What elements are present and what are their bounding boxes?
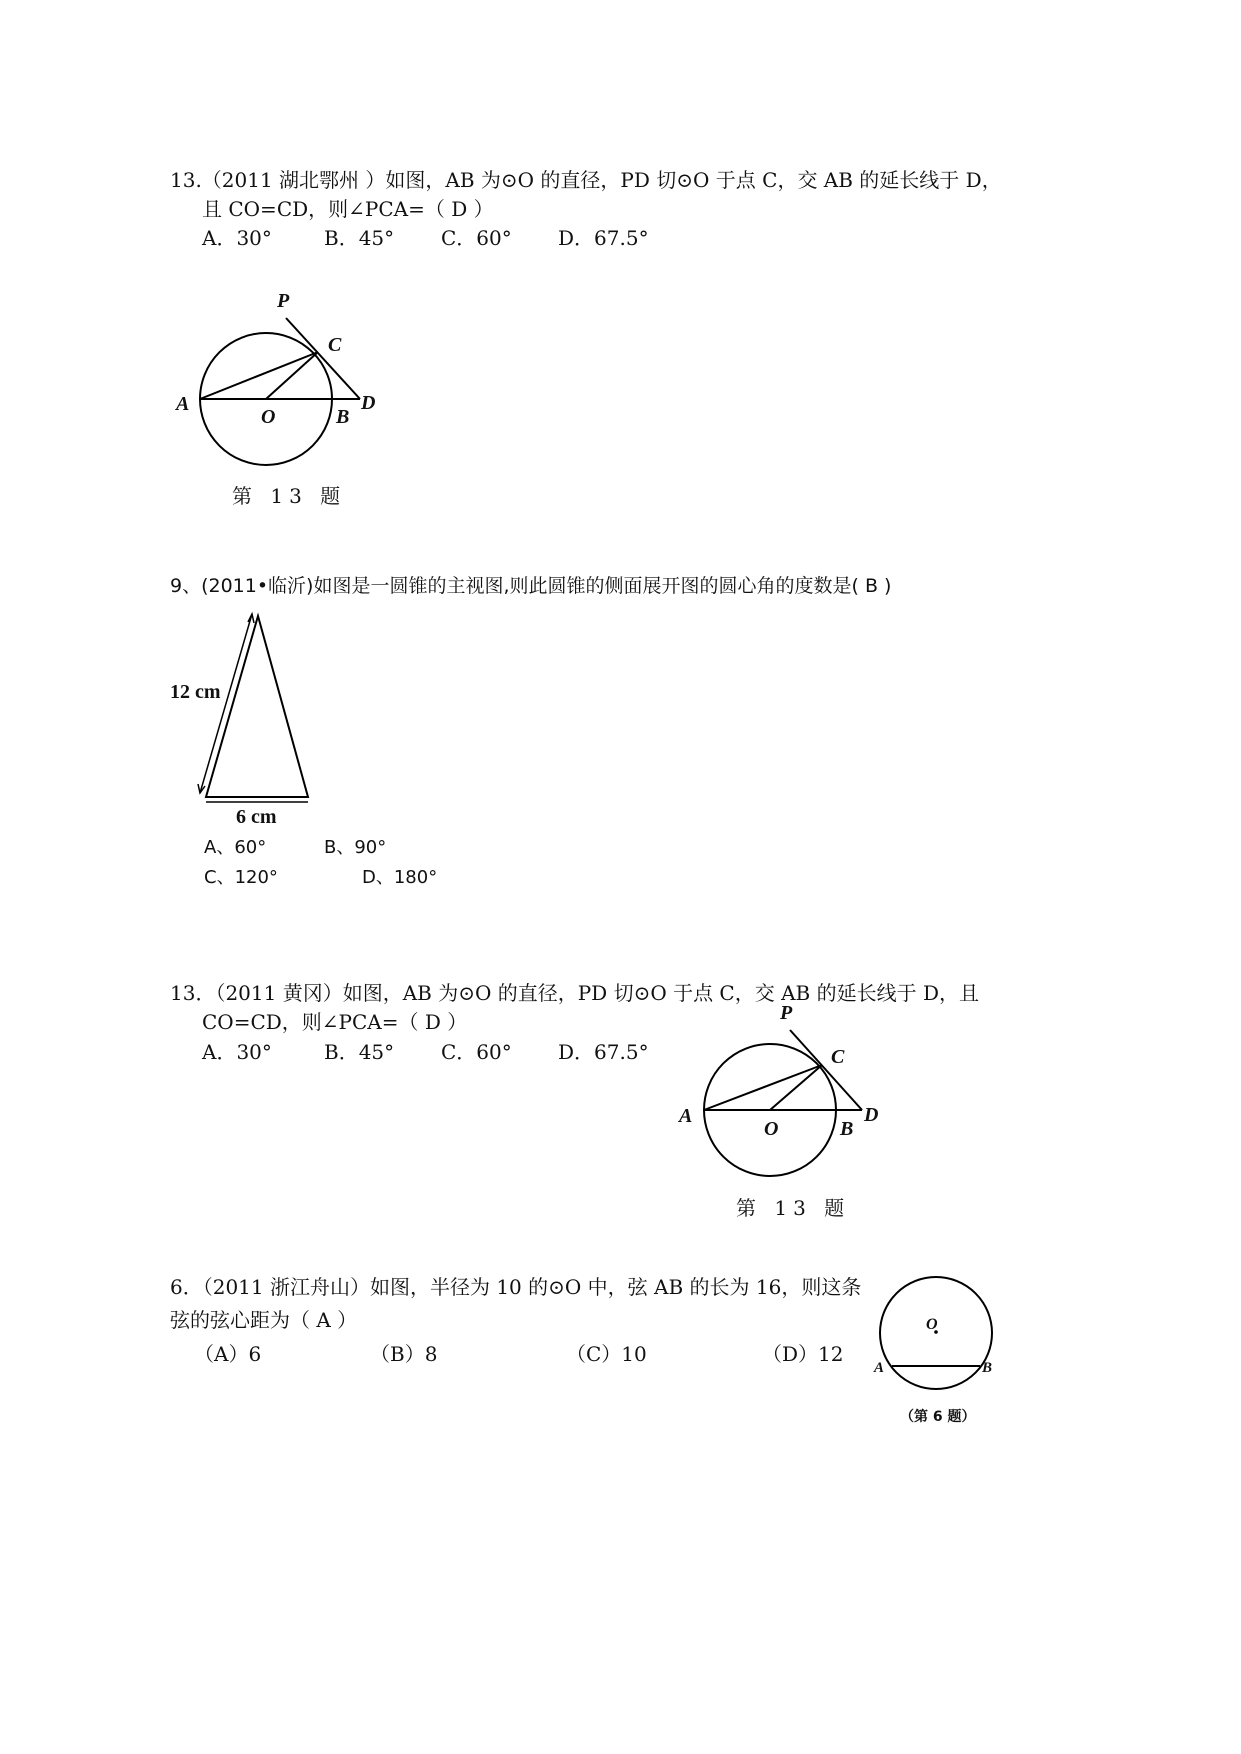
option-a: A．30° <box>202 1040 272 1064</box>
figure-caption: 第 13 题 <box>736 1196 851 1220</box>
label-o: O <box>764 1118 779 1140</box>
label-p: P <box>277 290 290 312</box>
label-b: B <box>336 406 350 428</box>
option-d: D、180° <box>362 867 438 888</box>
label-c: C <box>328 334 342 356</box>
label-a: A <box>874 1360 885 1376</box>
base-diameter-label: 6 cm <box>236 806 277 828</box>
option-a: A、60° <box>204 837 267 858</box>
option-b: B．45° <box>324 226 395 250</box>
label-a: A <box>176 393 190 415</box>
label-c: C <box>831 1046 845 1068</box>
question-text-line2: 且 CO=CD，则∠PCA=（ D ） <box>202 197 494 221</box>
label-b: B <box>982 1360 993 1376</box>
slant-height-label: 12 cm <box>170 681 221 703</box>
option-b: （B）8 <box>370 1342 438 1366</box>
label-d: D <box>864 1104 879 1126</box>
question-text-line1: 13.（2011 湖北鄂州 ）如图，AB 为⊙O 的直径，PD 切⊙O 于点 C，交 AB 的延长线于 D， <box>170 168 1002 192</box>
label-o: O <box>926 1316 938 1333</box>
option-c: C．60° <box>441 226 512 250</box>
question-text-line1: 13．（2011 黄冈）如图，AB 为⊙O 的直径，PD 切⊙O 于点 C，交 AB 的延长线于 D，且 <box>170 981 979 1005</box>
label-o: O <box>261 406 276 428</box>
option-c: C．60° <box>441 1040 512 1064</box>
question-text-line2: CO=CD，则∠PCA=（ D ） <box>202 1010 468 1034</box>
option-d: D．67.5° <box>558 1040 649 1064</box>
option-c: （C）10 <box>566 1342 647 1366</box>
label-b: B <box>840 1118 854 1140</box>
option-c: C、120° <box>204 867 278 888</box>
question-text-line1: 9、(2011•临沂)如图是一圆锥的主视图,则此圆锥的侧面展开图的圆心角的度数是( B ) <box>170 575 892 597</box>
option-d: D．67.5° <box>558 226 649 250</box>
label-d: D <box>361 392 376 414</box>
figure-caption: （第 6 题） <box>900 1409 976 1425</box>
label-p: P <box>780 1002 793 1024</box>
figure-caption: 第 13 题 <box>232 484 347 508</box>
option-d: （D）12 <box>762 1342 844 1366</box>
option-b: B、90° <box>324 837 387 858</box>
label-a: A <box>679 1105 693 1127</box>
question-text-line2: 弦的弦心距为（ A ） <box>170 1308 358 1332</box>
option-a: A．30° <box>202 226 272 250</box>
option-b: B．45° <box>324 1040 395 1064</box>
question-text-line1: 6．（2011 浙江舟山）如图，半径为 10 的⊙O 中，弦 AB 的长为 16，则这条 <box>170 1275 862 1299</box>
option-a: （A）6 <box>194 1342 262 1366</box>
